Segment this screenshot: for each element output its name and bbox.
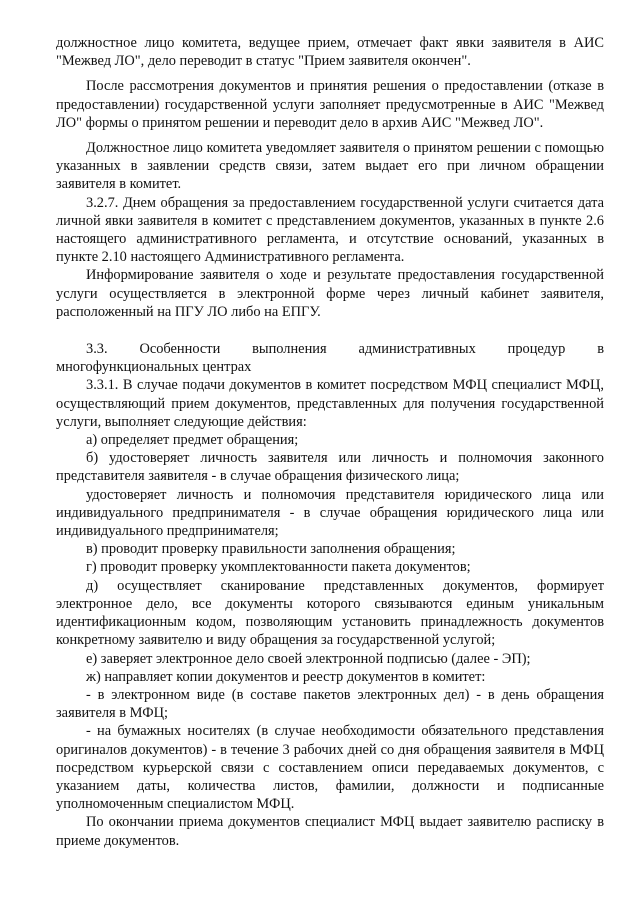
list-item-e: е) заверяет электронное дело своей электронной подписью (далее - ЭП); <box>86 650 531 667</box>
list-item-paper: - на бумажных носителях (в случае необходимости обязательного представления оригиналов документов) - в течение 3 рабочих дней со дня обращения заявителя в МФЦ посредством курьерской связи с составлением описи передаваемых документов, с указанием даты, количества листов, фамилии, должности и подписанные уполномоченным специалистом МФЦ. <box>56 723 604 813</box>
list-item-b: б) удостоверяет личность заявителя или личность и полномочия законного представителя заявителя - в случае обращения физического лица; <box>56 450 604 485</box>
paragraph-decision-archive: После рассмотрения документов и принятия решения о предоставлении (отказе в предоставлении) государственной услуги заполняет предусмотренные в АИС "Межвед ЛО" формы о принятом решении и переводит дело в архив АИС "Межвед ЛО". <box>56 78 604 131</box>
document-page <box>56 34 604 850</box>
paragraph-3-3-1: 3.3.1. В случае подачи документов в комитет посредством МФЦ специалист МФЦ, осуществляющий прием документов, представленных для получения государственной услуги, выполняет следующие действия: <box>56 377 604 430</box>
paragraph-notify-applicant: Должностное лицо комитета уведомляет заявителя о принятом решении с помощью указанных в заявлении средств связи, затем выдает его при личном обращении заявителя в комитет. <box>56 140 604 193</box>
section-heading-3-3: 3.3. Особенности выполнения административных процедур в многофункциональных центрах <box>56 341 604 376</box>
list-item-zh: ж) направляет копии документов и реестр документов в комитет: <box>86 668 486 685</box>
paragraph-registration: должностное лицо комитета, ведущее прием, отмечает факт явки заявителя в АИС "Межвед ЛО", дело переводит в статус "Прием заявителя окончен". <box>56 35 604 70</box>
list-item-d: д) осуществляет сканирование представленных документов, формирует электронное дело, все документы которого связываются единым уникальным идентификационным кодом, позволяющим установить принадлежность документов конкретному заявителю и виду обращения за государственной услугой; <box>56 577 604 649</box>
paragraph-receipt: По окончании приема документов специалист МФЦ выдает заявителю расписку в приеме документов. <box>56 814 604 849</box>
list-item-v: в) проводит проверку правильности заполнения обращения; <box>86 541 456 558</box>
list-item-b-legal: удостоверяет личность и полномочия представителя юридического лица или индивидуального предпринимателя - в случае обращения юридического лица или индивидуального предпринимателя; <box>56 486 604 540</box>
paragraph-3-2-7: 3.2.7. Днем обращения за предоставлением государственной услуги считается дата личной явки заявителя в комитет с представлением документов, указанных в пункте 2.6 настоящего административного регламента, и отсутствие оснований, указанных в пункте 2.10 настоящего Административного регламента. <box>56 194 604 266</box>
list-item-electronic: - в электронном виде (в составе пакетов электронных дел) - в день обращения заявителя в МФЦ; <box>56 686 604 722</box>
list-item-a: а) определяет предмет обращения; <box>86 432 299 449</box>
paragraph-informing: Информирование заявителя о ходе и результате предоставления государственной услуги осуществляется в электронной форме через личный кабинет заявителя, расположенный на ПГУ ЛО либо на ЕПГУ. <box>56 267 604 320</box>
list-item-g: г) проводит проверку укомплектованности пакета документов; <box>86 559 471 576</box>
